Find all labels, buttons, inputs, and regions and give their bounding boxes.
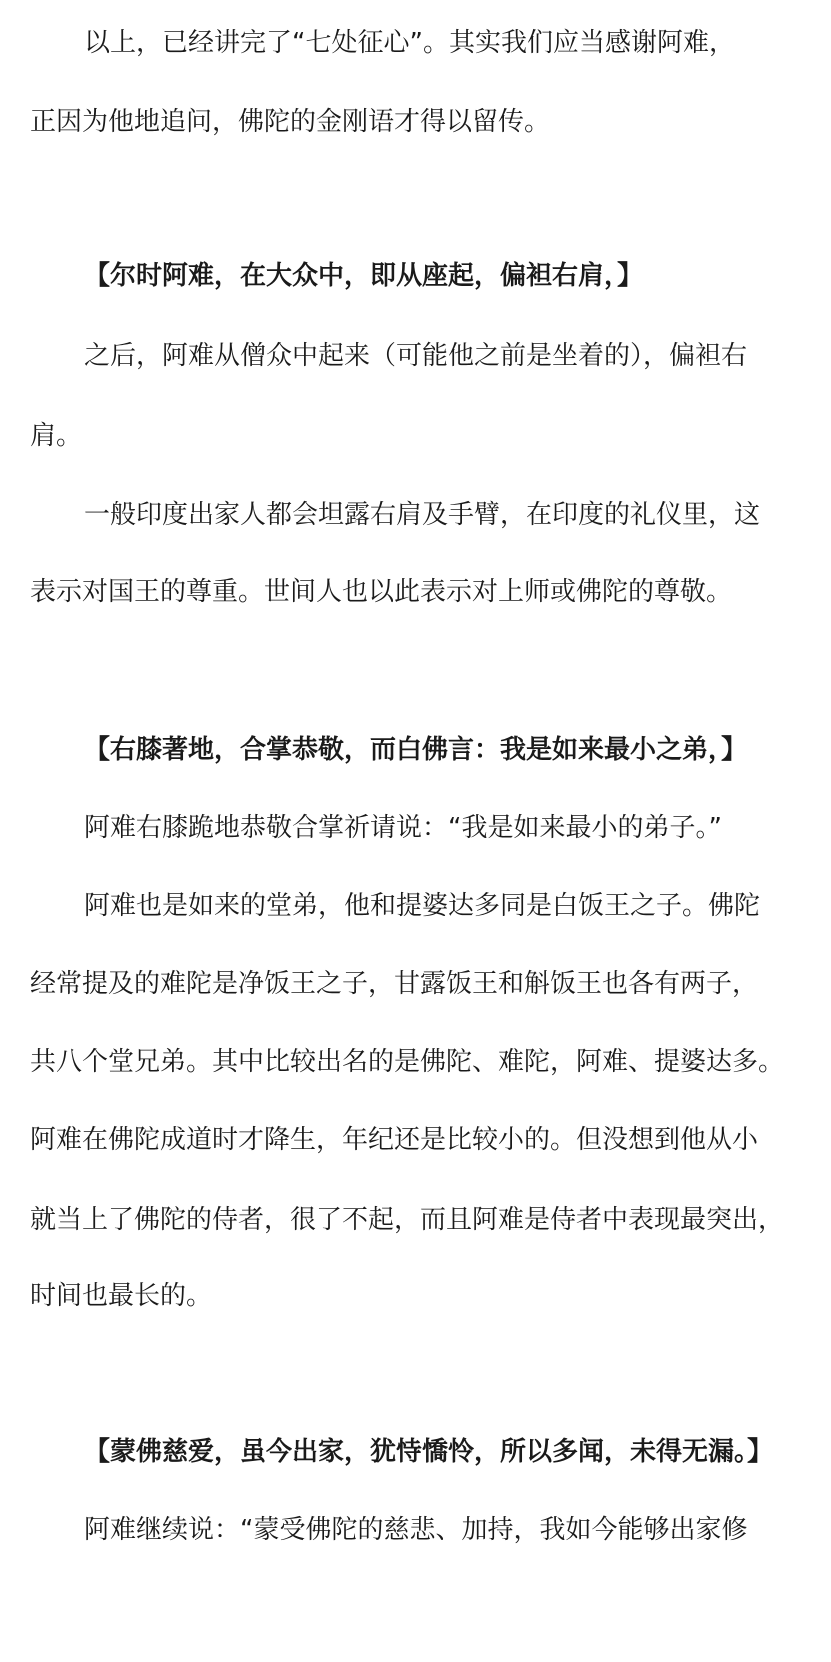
text-line: 阿难在佛陀成道时才降生，年纪还是比较小的。但没想到他从小 [30, 1125, 759, 1155]
text-line: 一般印度出家人都会坦露右肩及手臂，在印度的礼仪里，这 [84, 500, 761, 530]
scripture-quote: 【蒙佛慈爱，虽今出家，犹恃憍怜，所以多闻，未得无漏。】 [84, 1437, 774, 1467]
scripture-quote: 【尔时阿难，在大众中，即从座起，偏袒右肩，】 [84, 261, 644, 291]
text-line: 阿难右膝跪地恭敬合掌祈请说：“我是如来最小的弟子。” [84, 813, 722, 843]
text-line: 时间也最长的。 [30, 1281, 213, 1311]
text-line: 以上，已经讲完了“七处征心”。其实我们应当感谢阿难， [84, 28, 735, 58]
text-line: 肩。 [30, 421, 83, 451]
text-line: 共八个堂兄弟。其中比较出名的是佛陀、难陀，阿难、提婆达多。 [30, 1047, 785, 1077]
text-line: 表示对国王的尊重。世间人也以此表示对上师或佛陀的尊敬。 [30, 577, 733, 607]
scripture-quote: 【右膝著地，合掌恭敬，而白佛言：我是如来最小之弟，】 [84, 735, 748, 765]
text-line: 阿难也是如来的堂弟，他和提婆达多同是白饭王之子。佛陀 [84, 891, 761, 921]
text-line: 阿难继续说：“蒙受佛陀的慈悲、加持，我如今能够出家修 [84, 1515, 748, 1545]
text-line: 经常提及的难陀是净饭王之子，甘露饭王和斛饭王也各有两子， [30, 969, 759, 999]
text-line: 之后，阿难从僧众中起来（可能他之前是坐着的），偏袒右 [84, 341, 748, 371]
text-line: 正因为他地追问，佛陀的金刚语才得以留传。 [30, 107, 551, 137]
text-line: 就当上了佛陀的侍者，很了不起，而且阿难是侍者中表现最突出， [30, 1205, 785, 1235]
